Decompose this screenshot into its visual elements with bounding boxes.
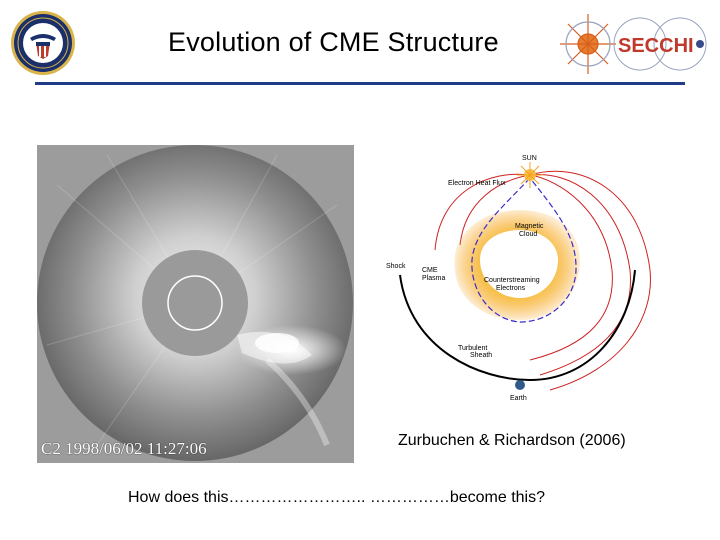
label-cloud: Cloud bbox=[519, 231, 538, 238]
coronagraph-image bbox=[37, 145, 354, 463]
question-caption: How does this…………………….. ……………become this? bbox=[128, 489, 545, 506]
image-timestamp-caption: C2 1998/06/02 11:27:06 bbox=[41, 439, 207, 458]
label-plasma: Plasma bbox=[422, 275, 446, 282]
label-turbulent: Turbulent bbox=[458, 345, 488, 352]
secchi-logo bbox=[560, 12, 710, 78]
label-earth: Earth bbox=[510, 395, 527, 402]
label-sun: SUN bbox=[522, 155, 537, 162]
page-title: Evolution of CME Structure bbox=[168, 27, 499, 57]
sun-icon bbox=[517, 162, 543, 188]
citation: Zurbuchen & Richardson (2006) bbox=[398, 432, 626, 449]
logo-text: SECCHI bbox=[618, 35, 694, 57]
label-sheath: Sheath bbox=[470, 352, 493, 359]
earth-icon bbox=[515, 380, 525, 390]
navy-seal-icon bbox=[10, 10, 76, 76]
header-divider bbox=[35, 82, 685, 85]
cme-structure-diagram bbox=[380, 150, 660, 410]
label-electron-heat-flux: Electron Heat Flux bbox=[448, 180, 506, 187]
label-counterstreaming: Counterstreaming bbox=[484, 277, 540, 284]
label-cme: CME bbox=[422, 267, 438, 274]
label-magnetic: Magnetic bbox=[515, 223, 544, 230]
label-electrons: Electrons bbox=[496, 285, 526, 292]
label-shock: Shock bbox=[386, 263, 406, 270]
